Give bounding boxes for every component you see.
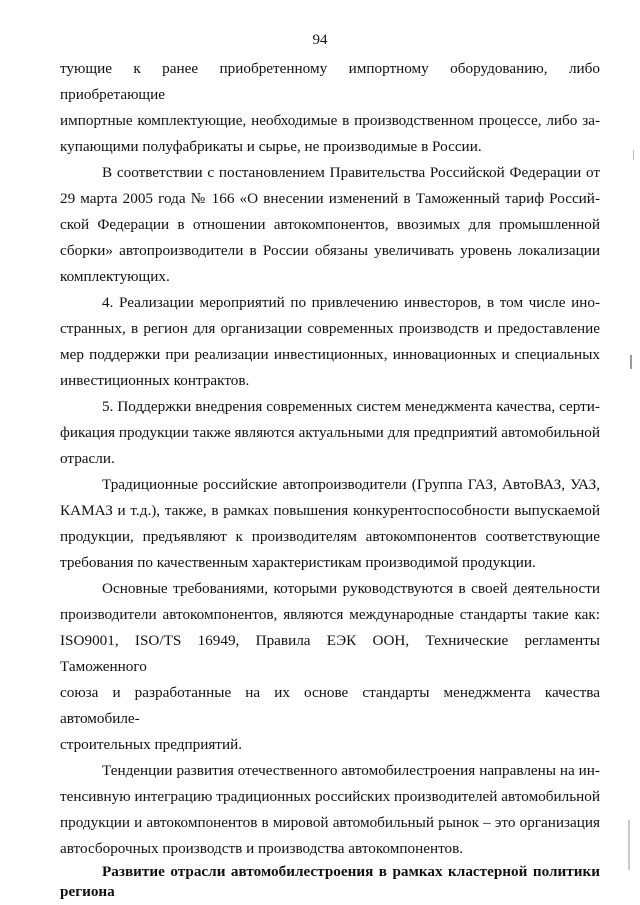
text-line: импортные комплектующие, необходимые в производственном процессе, либо за- xyxy=(60,112,600,129)
scan-edge-mark xyxy=(630,355,632,369)
scan-edge-mark xyxy=(633,150,634,160)
text-line: купающими полуфабрикаты и сырье, не производимые в России. xyxy=(60,138,482,155)
text-line: Традиционные российские автопроизводители (Группа ГАЗ, АвтоВАЗ, УАЗ, xyxy=(102,476,600,493)
text-line: комплектующих. xyxy=(60,268,170,285)
document-body xyxy=(60,56,600,902)
text-line: странных, в регион для организации современных производств и предоставление xyxy=(60,320,600,337)
text-line: Тенденции развития отечественного автомобилестроения направлены на ин- xyxy=(102,762,600,779)
text-line: мер поддержки при реализации инвестиционных, инновационных и специальных xyxy=(60,346,600,363)
text-line: В соответствии с постановлением Правительства Российской Федерации от xyxy=(102,164,600,181)
section-heading-line-1: Развитие отрасли автомобилестроения в рамках кластерной политики xyxy=(102,863,600,880)
text-line: ской Федерации в отношении автокомпонентов, ввозимых для промышленной xyxy=(60,216,600,233)
text-line: тенсивную интеграцию традиционных российских производителей автомобильной xyxy=(60,788,600,805)
text-line: 4. Реализации мероприятий по привлечению инвесторов, в том числе ино- xyxy=(102,294,600,311)
text-line: отрасли. xyxy=(60,450,115,467)
text-line: ISO9001, ISO/TS 16949, Правила ЕЭК ООН, Технические регламенты Таможенного xyxy=(60,632,600,675)
text-line: инвестиционных контрактов. xyxy=(60,372,250,389)
text-line: 29 марта 2005 года № 166 «О внесении изменений в Таможенный тариф Россий- xyxy=(60,190,600,207)
text-line: автосборочных производств и производства автокомпонентов. xyxy=(60,840,464,857)
text-line: продукции, предъявляют к производителям автокомпонентов соответствующие xyxy=(60,528,600,545)
scan-edge-mark xyxy=(628,820,630,870)
section-heading xyxy=(60,862,600,902)
text-line: фикация продукции также являются актуальными для предприятий автомобильной xyxy=(60,424,600,441)
text-line: 5. Поддержки внедрения современных систем менеджмента качества, серти- xyxy=(102,398,600,415)
text-line: производители автокомпонентов, являются международные стандарты такие как: xyxy=(60,606,600,623)
text-line: Основные требованиями, которыми руководствуются в своей деятельности xyxy=(102,580,600,597)
text-line: тующие к ранее приобретенному импортному оборудованию, либо приобретающие xyxy=(60,60,600,103)
text-line: КАМАЗ и т.д.), также, в рамках повышения конкурентоспособности выпускаемой xyxy=(60,502,600,519)
text-line: сборки» автопроизводители в России обязаны увеличивать уровень локализации xyxy=(60,242,600,259)
text-line: продукции и автокомпонентов в мировой автомобильный рынок – это организация xyxy=(60,814,600,831)
page-number: 94 xyxy=(312,32,328,48)
text-line: союза и разработанные на их основе стандарты менеджмента качества автомобиле- xyxy=(60,684,600,727)
text-line: строительных предприятий. xyxy=(60,736,242,753)
section-heading-line-2: региона xyxy=(60,883,115,900)
text-line: требования по качественным характеристикам производимой продукции. xyxy=(60,554,536,571)
